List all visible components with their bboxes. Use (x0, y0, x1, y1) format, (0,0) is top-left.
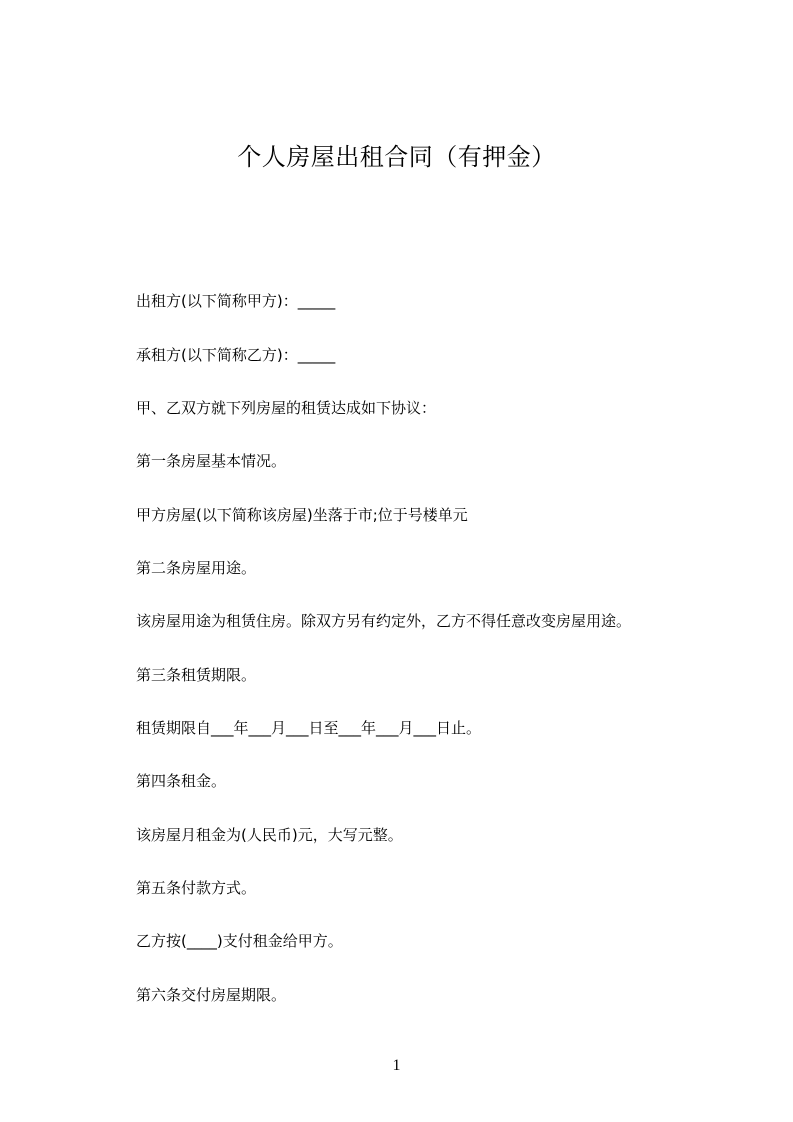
article-2-heading: 第二条房屋用途。 (136, 559, 257, 577)
article-5-heading: 第五条付款方式。 (136, 879, 257, 897)
article-5-body: 乙方按(____)支付租金给甲方。 (136, 932, 343, 950)
paragraph-lessor: 出租方(以下简称甲方)：_____ (136, 292, 336, 310)
article-3-body: 租赁期限自___年___月___日至___年___月___日止。 (136, 719, 482, 737)
page-number: 1 (392, 1057, 401, 1074)
article-2-body: 该房屋用途为租赁住房。除双方另有约定外，乙方不得任意改变房屋用途。 (136, 612, 632, 630)
article-4-heading: 第四条租金。 (136, 772, 227, 790)
paragraph-lessee: 承租方(以下简称乙方)：_____ (136, 346, 336, 364)
document-title: 个人房屋出租合同（有押金） (237, 143, 556, 171)
article-3-heading: 第三条租赁期限。 (136, 666, 257, 684)
article-1-body: 甲方房屋(以下简称该房屋)坐落于市;位于号楼单元 (136, 506, 468, 524)
article-4-body: 该房屋月租金为(人民币)元，大写元整。 (136, 826, 403, 844)
article-6-heading: 第六条交付房屋期限。 (136, 986, 287, 1004)
paragraph-agreement-intro: 甲、乙双方就下列房屋的租赁达成如下协议： (136, 399, 437, 417)
article-1-heading: 第一条房屋基本情况。 (136, 452, 287, 470)
